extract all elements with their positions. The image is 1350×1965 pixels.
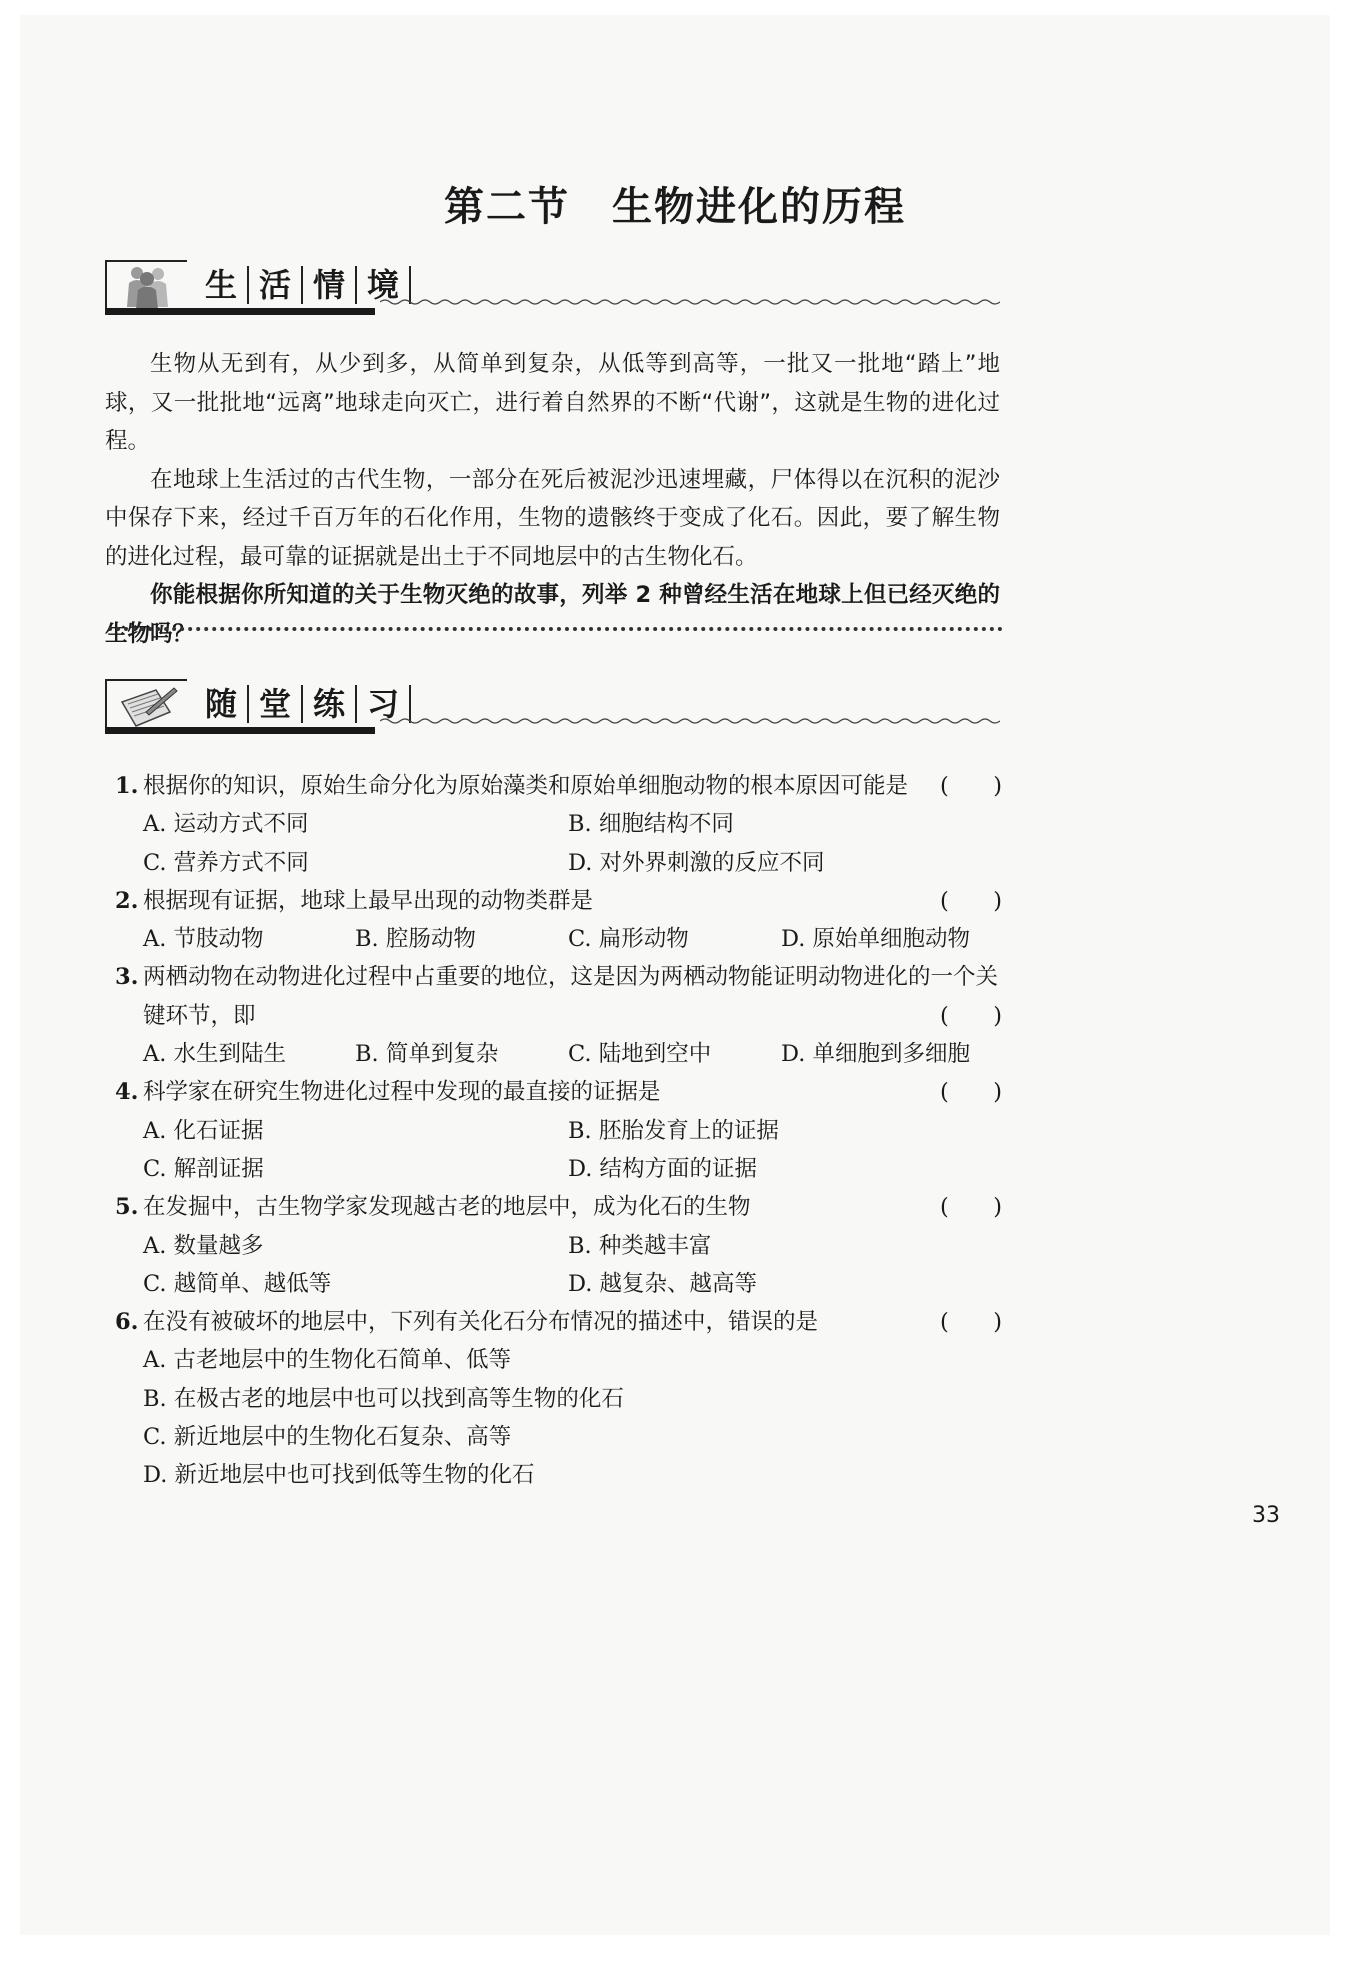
option[interactable]: D. 对外界刺激的反应不同 bbox=[568, 849, 825, 876]
option[interactable]: A. 古老地层中的生物化石简单、低等 bbox=[143, 1347, 512, 1374]
option[interactable]: D. 单细胞到多细胞 bbox=[781, 1041, 971, 1068]
option[interactable]: D. 原始单细胞动物 bbox=[781, 926, 971, 953]
section-title-practice: 随 堂 练 习 bbox=[205, 685, 411, 723]
page-title: 第二节 生物进化的历程 bbox=[444, 183, 906, 230]
answer-blank[interactable]: ( ) bbox=[940, 887, 1002, 914]
wavy-divider bbox=[380, 715, 1000, 727]
option[interactable]: B. 胚胎发育上的证据 bbox=[568, 1117, 779, 1144]
page-number: 33 bbox=[1252, 1503, 1280, 1528]
option[interactable]: A. 水生到陆生 bbox=[143, 1041, 287, 1068]
question-stem: 在没有被破坏的地层中，下列有关化石分布情况的描述中，错误的是 bbox=[143, 1309, 819, 1336]
answer-blank[interactable]: ( ) bbox=[940, 1002, 1002, 1029]
answer-blank[interactable]: ( ) bbox=[940, 1309, 1002, 1336]
notebook-pencil-icon bbox=[105, 679, 187, 729]
wavy-divider bbox=[380, 296, 1000, 308]
question-2: 2. 根据现有证据，地球上最早出现的动物类群是 ( ) bbox=[115, 882, 1005, 920]
answer-blank[interactable]: ( ) bbox=[940, 773, 1002, 799]
question-stem: 根据现有证据，地球上最早出现的动物类群是 bbox=[143, 887, 594, 914]
section-header-situation bbox=[105, 260, 1000, 320]
option[interactable]: D. 越复杂、越高等 bbox=[568, 1270, 758, 1297]
option[interactable]: C. 越简单、越低等 bbox=[143, 1270, 332, 1297]
question-5: 5. 在发掘中，古生物学家发现越古老的地层中，成为化石的生物 ( ) bbox=[115, 1188, 1005, 1226]
option[interactable]: A. 运动方式不同 bbox=[143, 811, 309, 838]
option[interactable]: D. 结构方面的证据 bbox=[568, 1155, 758, 1182]
option[interactable]: B. 简单到复杂 bbox=[355, 1041, 499, 1068]
question-stem: 在发掘中，古生物学家发现越古老的地层中，成为化石的生物 bbox=[143, 1194, 751, 1221]
section-header-practice bbox=[105, 679, 1000, 739]
option[interactable]: A. 数量越多 bbox=[143, 1232, 264, 1259]
question-4: 4. 科学家在研究生物进化过程中发现的最直接的证据是 ( ) bbox=[115, 1073, 1005, 1111]
option[interactable]: A. 节肢动物 bbox=[143, 926, 264, 953]
paragraph: 在地球上生活过的古代生物，一部分在死后被泥沙迅速埋藏，尸体得以在沉积的泥沙中保存下来，经过千百万年的石化作用，生物的遗骸终于变成了化石。因此，要了解生物的进化过程，最可靠的证据就是出土于不同地层中的古生物化石。 bbox=[105, 466, 1000, 570]
option[interactable]: D. 新近地层中也可找到低等生物的化石 bbox=[143, 1462, 535, 1489]
question-stem: 科学家在研究生物进化过程中发现的最直接的证据是 bbox=[143, 1079, 661, 1106]
section-underline bbox=[105, 308, 375, 315]
option[interactable]: C. 扁形动物 bbox=[568, 926, 689, 953]
answer-blank[interactable]: ( ) bbox=[940, 1194, 1002, 1221]
answer-dotted-line bbox=[108, 627, 1003, 631]
answer-blank[interactable]: ( ) bbox=[940, 1079, 1002, 1106]
option[interactable]: A. 化石证据 bbox=[143, 1117, 264, 1144]
option[interactable]: B. 种类越丰富 bbox=[568, 1232, 712, 1259]
section-title-situation: 生 活 情 境 bbox=[205, 266, 411, 304]
option[interactable]: B. 细胞结构不同 bbox=[568, 811, 734, 838]
option[interactable]: C. 陆地到空中 bbox=[568, 1041, 712, 1068]
question-list bbox=[115, 767, 1005, 1495]
question-1: 1. 根据你的知识，原始生命分化为原始藻类和原始单细胞动物的根本原因可能是 ( ) bbox=[115, 767, 1005, 805]
situation-question: 你能根据你所知道的关于生物灭绝的故事，列举 2 种曾经生活在地球上但已经灭绝的生物吗？ bbox=[105, 582, 1000, 647]
option[interactable]: B. 腔肠动物 bbox=[355, 926, 476, 953]
option[interactable]: C. 新近地层中的生物化石复杂、高等 bbox=[143, 1424, 512, 1451]
option[interactable]: C. 解剖证据 bbox=[143, 1155, 264, 1182]
question-stem: 根据你的知识，原始生命分化为原始藻类和原始单细胞动物的根本原因可能是 bbox=[143, 773, 909, 799]
people-group-icon bbox=[105, 260, 187, 310]
situation-text bbox=[105, 345, 1000, 653]
option[interactable]: C. 营养方式不同 bbox=[143, 849, 309, 876]
paragraph: 生物从无到有，从少到多，从简单到复杂，从低等到高等，一批又一批地“踏上”地球，又一批批地“远离”地球走向灭亡，进行着自然界的不断“代谢”，这就是生物的进化过程。 bbox=[105, 351, 1000, 454]
question-stem: 两栖动物在动物进化过程中占重要的地位，这是因为两栖动物能证明动物进化的一个关 bbox=[143, 964, 999, 991]
question-3: 3. 两栖动物在动物进化过程中占重要的地位，这是因为两栖动物能证明动物进化的一个关 bbox=[115, 958, 1005, 996]
option[interactable]: B. 在极古老的地层中也可以找到高等生物的化石 bbox=[143, 1385, 624, 1412]
textbook-page bbox=[20, 15, 1330, 1935]
question-stem: 键环节，即 bbox=[143, 1002, 256, 1029]
section-underline bbox=[105, 727, 375, 734]
question-6: 6. 在没有被破坏的地层中，下列有关化石分布情况的描述中，错误的是 ( ) bbox=[115, 1303, 1005, 1341]
